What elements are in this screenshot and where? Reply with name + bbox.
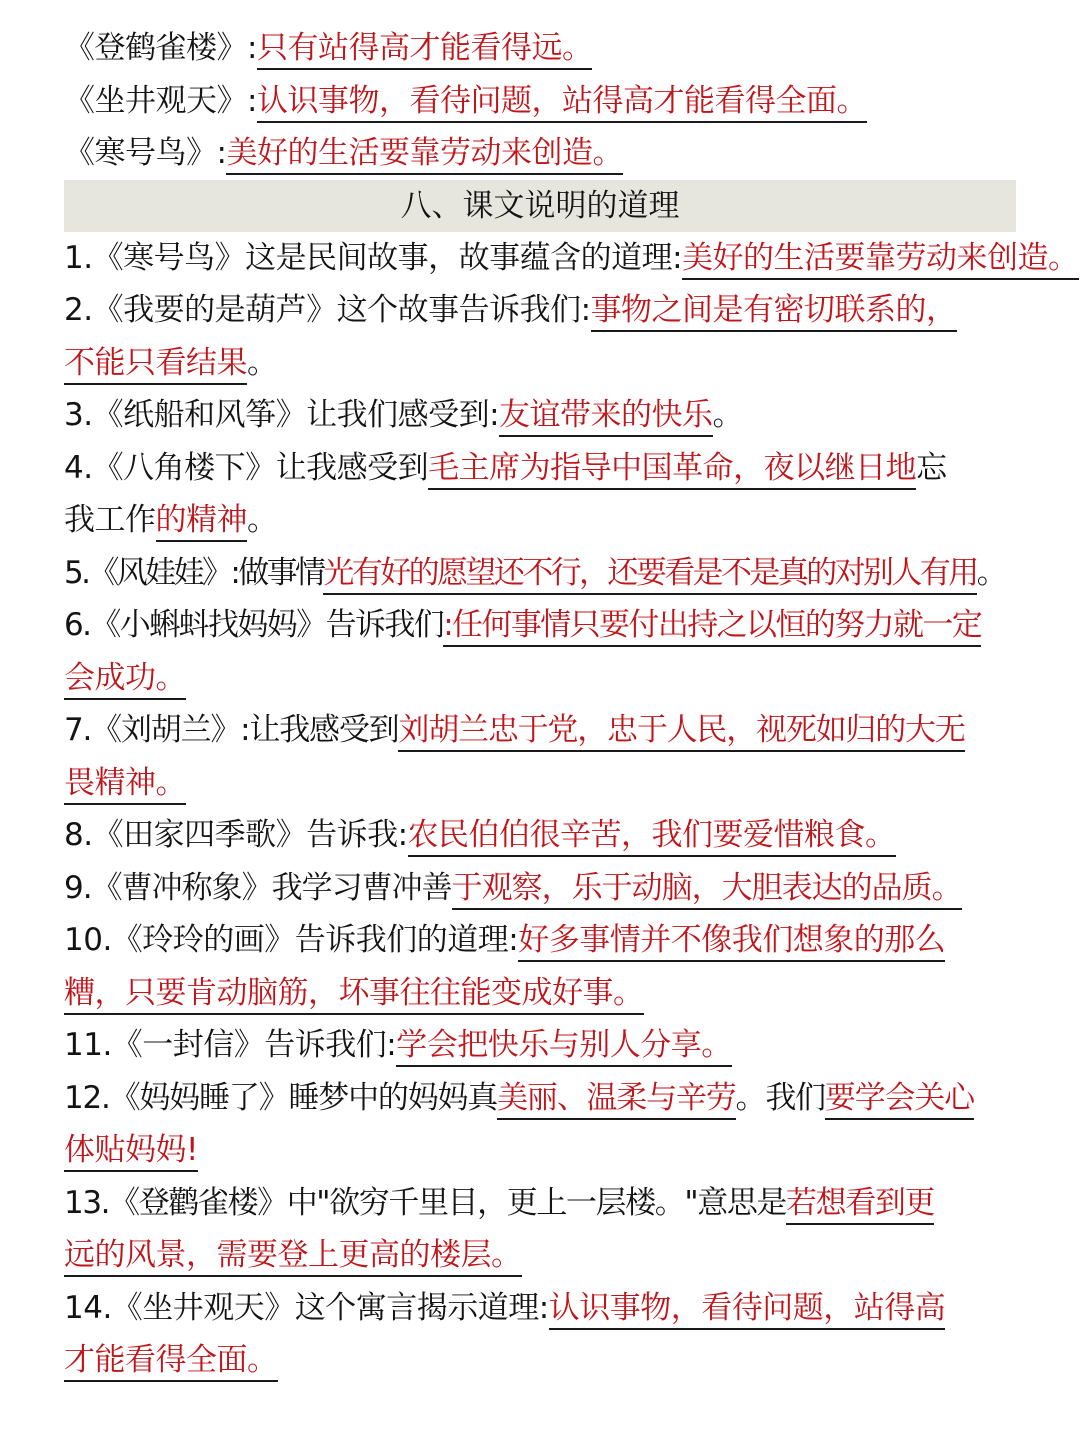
note-line-12 <box>64 809 1024 862</box>
note-line-8 <box>64 599 1024 652</box>
answer-text: 的精神 <box>156 502 248 542</box>
trailing-text: 。 <box>976 554 1006 591</box>
trailing-text: 。我们 <box>735 1079 825 1116</box>
answer-text: 若想看到更 <box>786 1185 934 1225</box>
answer-text: 于观察，乐于动脑，大胆表达的品质。 <box>452 870 962 910</box>
trailing-text: 忘 <box>916 449 947 486</box>
lesson-title: 《寒号鸟》: <box>64 135 227 171</box>
answer-text: 友谊带来的快乐 <box>499 397 713 437</box>
lesson-prompt: 3.《纸船和风筝》让我们感受到: <box>64 397 500 433</box>
answer-text: 远的风景，需要登上更高的楼层。 <box>64 1237 522 1277</box>
trailing-text: 。 <box>712 397 744 433</box>
answer-text: :任何事情只要付出持之以恒的努力就一定 <box>443 607 981 647</box>
answer-text: 不能只看结果 <box>64 345 247 385</box>
note-line-15 <box>64 967 1024 1020</box>
answer-text: 刘胡兰忠于党，忠于人民，视死如归的大无 <box>398 712 964 752</box>
note-line-20 <box>64 1229 1024 1282</box>
note-line-2 <box>64 284 1024 337</box>
answer-text: 农民伯伯很辛苦，我们要爱惜粮食。 <box>408 817 896 857</box>
answer-text: 只有站得高才能看得远。 <box>257 30 593 70</box>
trailing-text: 。 <box>247 502 278 538</box>
lesson-title: 《登鹤雀楼》: <box>64 30 257 66</box>
note-line-16 <box>64 1019 1024 1072</box>
lesson-prompt: 7.《刘胡兰》:让我感受到 <box>64 712 399 748</box>
lesson-prompt: 1.《寒号鸟》这是民间故事，故事蕴含的道理: <box>64 239 683 276</box>
trailing-text: 。 <box>247 344 278 381</box>
lesson-prompt: 11.《一封信》告诉我们: <box>64 1027 397 1063</box>
note-line-11 <box>64 757 1024 810</box>
answer-text: 好多事情并不像我们想象的那么 <box>518 922 945 962</box>
note-line-22 <box>64 1334 1024 1387</box>
note-line-21 <box>64 1282 1024 1335</box>
top-line-2 <box>64 75 1024 128</box>
answer-text: 认识事物，看待问题，站得高 <box>549 1290 946 1330</box>
answer-text: 糟，只要肯动脑筋，坏事往往能变成好事。 <box>64 975 644 1015</box>
answer-text: 事物之间是有密切联系的， <box>591 292 957 332</box>
lesson-prompt: 14.《坐井观天》这个寓言揭示道理: <box>64 1289 549 1326</box>
note-line-14 <box>64 914 1024 967</box>
lesson-title: 《坐井观天》: <box>64 82 257 119</box>
lesson-prompt: 6.《小蝌蚪找妈妈》告诉我们 <box>64 607 444 643</box>
answer-text: 美好的生活要靠劳动来创造。 <box>682 240 1079 280</box>
note-line-10 <box>64 704 1024 757</box>
lesson-prompt: 5.《风娃娃》:做事情 <box>64 554 324 591</box>
note-line-17 <box>64 1072 1024 1125</box>
note-line-1 <box>64 232 1079 285</box>
answer-text: 才能看得全面。 <box>64 1342 278 1382</box>
section-heading: 八、课文说明的道理 <box>64 180 1016 232</box>
top-line-1 <box>64 22 1024 75</box>
notes-body <box>64 22 1079 1387</box>
note-line-9 <box>64 652 1024 705</box>
lesson-prompt: 8.《田家四季歌》告诉我: <box>64 817 408 853</box>
answer-text: 畏精神。 <box>64 765 186 805</box>
note-line-6 <box>64 494 1024 547</box>
top-line-3 <box>64 127 1024 180</box>
answer-text: 体贴妈妈! <box>64 1132 198 1172</box>
answer-text-2: 要学会关心 <box>825 1080 974 1120</box>
lesson-prompt: 10.《玲玲的画》告诉我们的道理: <box>64 922 519 958</box>
note-line-13 <box>64 862 1024 915</box>
note-line-7 <box>64 547 1024 600</box>
note-line-18 <box>64 1124 1024 1177</box>
answer-text: 美丽、温柔与辛劳 <box>497 1080 735 1120</box>
lesson-prompt: 9.《曹冲称象》我学习曹冲善 <box>64 869 452 906</box>
answer-text: 学会把快乐与别人分享。 <box>396 1027 732 1067</box>
answer-text: 毛主席为指导中国革命，夜以继日地 <box>428 450 916 490</box>
note-line-19 <box>64 1177 1024 1230</box>
answer-text: 会成功。 <box>64 660 186 700</box>
note-line-5 <box>64 442 1024 495</box>
lesson-prompt: 13.《登鹳雀楼》中"欲穷千里目，更上一层楼。"意思是 <box>64 1184 787 1221</box>
note-line-3 <box>64 337 1024 390</box>
lesson-prompt: 我工作 <box>64 502 156 538</box>
note-line-4 <box>64 389 1024 442</box>
answer-text: 美好的生活要靠劳动来创造。 <box>226 135 623 175</box>
lesson-prompt: 4.《八角楼下》让我感受到 <box>64 449 429 486</box>
answer-text: 光有好的愿望还不行，还要看是不是真的对别人有用 <box>323 555 976 595</box>
lesson-prompt: 12.《妈妈睡了》睡梦中的妈妈真 <box>64 1079 498 1116</box>
answer-text: 认识事物，看待问题，站得高才能看得全面。 <box>257 83 867 123</box>
lesson-prompt: 2.《我要的是葫芦》这个故事告诉我们: <box>64 292 591 328</box>
